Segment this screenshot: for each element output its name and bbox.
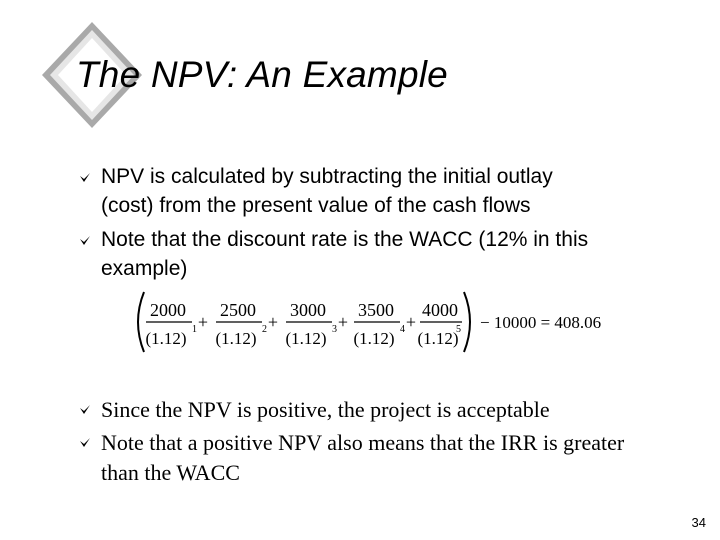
denominator-5: (1.12) — [417, 329, 459, 348]
exponent-2: 2 — [262, 324, 267, 335]
bullet-4-line-1: Note that a positive NPV also means that the IRR is greater — [101, 430, 625, 455]
bullet-1-line-1: NPV is calculated by subtracting the initial outlay — [101, 165, 553, 188]
exponent-4: 4 — [400, 324, 405, 335]
bullet-1-text — [101, 162, 553, 220]
bullet-2-line-1: Note that the discount rate is the WACC (12% in this — [101, 228, 589, 251]
plus-sign-4: + — [405, 312, 417, 332]
denominator-3: (1.12) — [285, 329, 327, 348]
formula-result: − 10000 = 408.06 — [480, 313, 602, 332]
numerator-3: 3000 — [290, 300, 326, 320]
page-number: 34 — [691, 515, 706, 530]
bullet-1-line-2: (cost) from the present value of the cash flows — [101, 194, 531, 217]
bullet-3-line-1: Since the NPV is positive, the project is acceptable — [101, 397, 550, 422]
checkmark-bullet-icon — [78, 171, 92, 185]
exponent-3: 3 — [332, 324, 337, 335]
bullet-4-line-2: than the WACC — [101, 460, 240, 485]
denominator-2: (1.12) — [215, 329, 257, 348]
checkmark-bullet-icon — [78, 234, 92, 248]
plus-sign-1: + — [197, 312, 209, 332]
slide-title: The NPV: An Example — [76, 54, 448, 95]
bullet-4-text — [101, 428, 624, 488]
exponent-1: 1 — [192, 324, 197, 335]
numerator-5: 4000 — [422, 300, 458, 320]
numerator-4: 3500 — [358, 300, 394, 320]
numerator-2: 2500 — [220, 300, 256, 320]
numerator-1: 2000 — [150, 300, 186, 320]
bullet-2-text — [101, 225, 588, 283]
denominator-1: (1.12) — [145, 329, 187, 348]
denominator-4: (1.12) — [353, 329, 395, 348]
checkmark-bullet-icon — [78, 403, 92, 417]
npv-formula — [130, 288, 610, 356]
checkmark-bullet-icon — [78, 436, 92, 450]
bullet-2-line-2: example) — [101, 257, 188, 280]
exponent-5: 5 — [456, 324, 461, 335]
bullet-3-text — [101, 395, 550, 425]
plus-sign-2: + — [267, 312, 279, 332]
plus-sign-3: + — [337, 312, 349, 332]
